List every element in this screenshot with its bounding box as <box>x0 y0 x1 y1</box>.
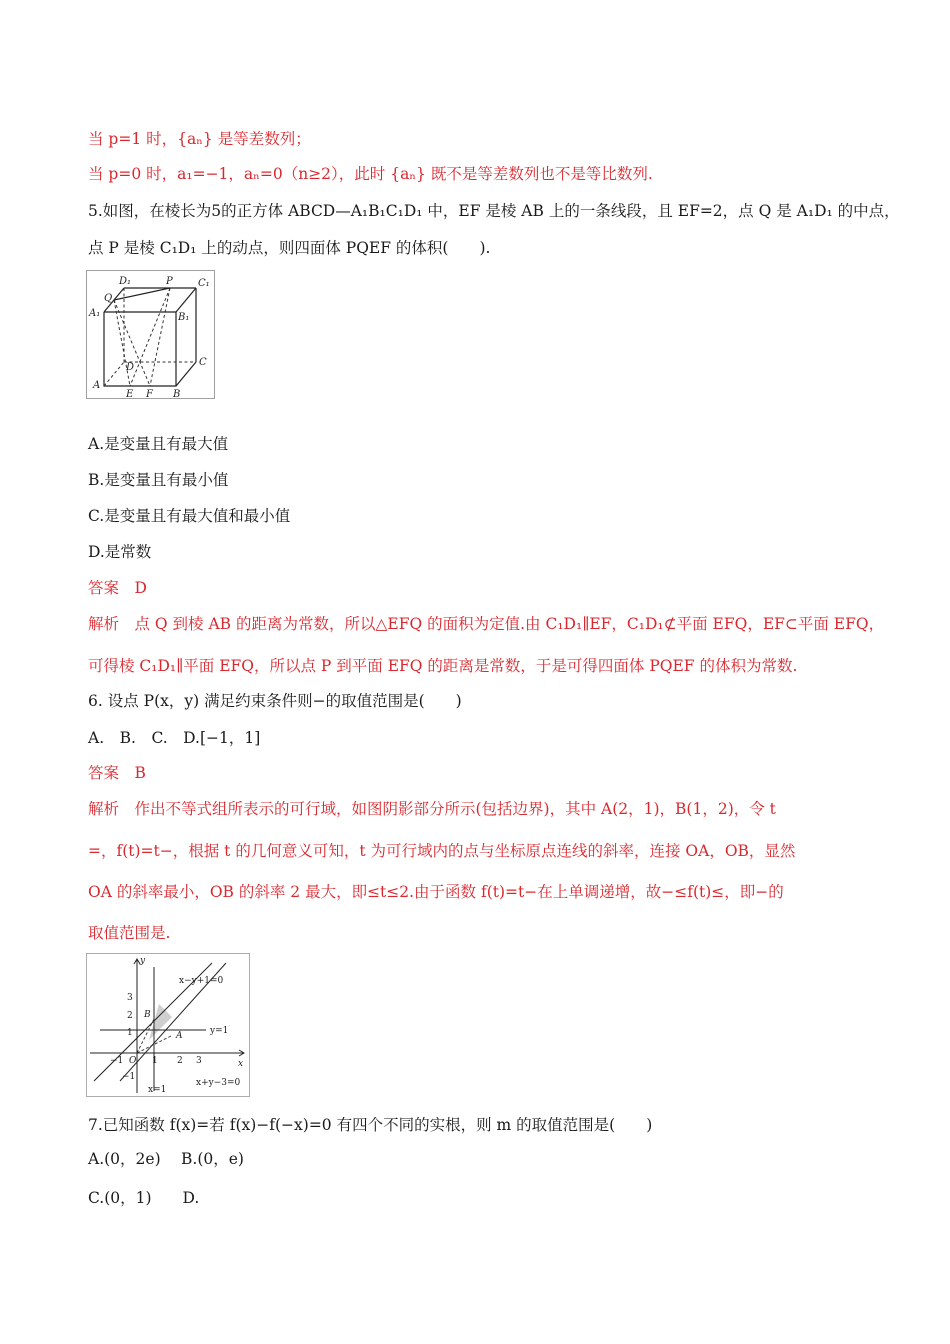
p-equals-0-line: 当 p=0 时，a₁=−1，aₙ=0（n≥2），此时 {aₙ} 既不是等差数列也不是等比数列. <box>88 165 653 183</box>
q5-option-a: A.是变量且有最大值 <box>88 435 229 453</box>
feasible-region-graph <box>86 953 250 1097</box>
q6-explanation-line3: OA 的斜率最小，OB 的斜率 2 最大，即≤t≤2.由于函数 f(t)=t−在上单调递增，故−≤f(t)≤，即−的 <box>88 883 784 901</box>
label-D1: D₁ <box>119 276 132 287</box>
q7-options-cd: C.(0，1) D. <box>88 1189 200 1207</box>
label-F: F <box>146 389 153 400</box>
line-label-x-plus-y-minus-3: x+y−3=0 <box>196 1078 241 1088</box>
q6-stem: 6. 设点 P(x，y) 满足约束条件则−的取值范围是( ) <box>88 692 462 710</box>
label-A: A <box>93 380 101 391</box>
q5-option-c: C.是变量且有最大值和最小值 <box>88 507 291 525</box>
label-C1: C₁ <box>198 278 210 289</box>
tick-y-3: 3 <box>127 993 133 1003</box>
label-E: E <box>126 389 134 400</box>
q5-option-d: D.是常数 <box>88 543 152 561</box>
label-B: B <box>173 389 181 400</box>
point-A-label: A <box>176 1031 183 1041</box>
label-D: D <box>126 362 135 373</box>
q7-options-ab: A.(0，2e) B.(0，e) <box>88 1150 244 1168</box>
label-Q: Q <box>104 293 113 304</box>
tick-x-3: 3 <box>196 1056 202 1066</box>
line-label-x-equals-1: x=1 <box>148 1085 167 1095</box>
cube-figure <box>86 270 216 400</box>
q5-explanation-line1: 解析 点 Q 到棱 AB 的距离为常数，所以△EFQ 的面积为定值.由 C₁D₁∥EF，C₁D₁⊄平面 EFQ，EF⊂平面 EFQ， <box>88 615 885 633</box>
tick-x-1: 1 <box>152 1056 158 1066</box>
q6-explanation-line1: 解析 作出不等式组所表示的可行域，如图阴影部分所示(包括边界)，其中 A(2，1)，B(1，2)，令 t <box>88 800 776 818</box>
q6-explanation-line2: =，f(t)=t−，根据 t 的几何意义可知，t 为可行域内的点与坐标原点连线的斜率，连接 OA，OB，显然 <box>88 842 796 860</box>
origin-label: O <box>129 1056 137 1066</box>
q5-explanation-line2: 可得棱 C₁D₁∥平面 EFQ，所以点 P 到平面 EFQ 的距离是常数，于是可得四面体 PQEF 的体积为常数. <box>88 657 798 675</box>
q6-explanation-line4: 取值范围是. <box>88 924 171 942</box>
q5-answer: 答案 D <box>88 579 147 597</box>
axis-x-label: x <box>238 1059 244 1069</box>
line-label-x-minus-y-plus-1: x−y+1=0 <box>179 976 224 986</box>
q7-stem: 7.已知函数 f(x)=若 f(x)−f(−x)=0 有四个不同的实根，则 m 的取值范围是( ) <box>88 1116 653 1134</box>
p-equals-1-line: 当 p=1 时，{aₙ} 是等差数列； <box>88 130 311 148</box>
tick-y-1: 1 <box>127 1028 133 1038</box>
label-P: P <box>166 276 173 287</box>
q6-options: A. B. C. D.[−1，1] <box>88 729 261 747</box>
q5-stem-line1: 5.如图，在棱长为5的正方体 ABCD—A₁B₁C₁D₁ 中，EF 是棱 AB 上的一条线段，且 EF=2，点 Q 是 A₁D₁ 的中点， <box>88 202 900 220</box>
q6-answer: 答案 B <box>88 764 146 782</box>
label-B1: B₁ <box>178 312 190 323</box>
label-C: C <box>199 357 207 368</box>
tick-x-minus-1: −1 <box>110 1056 124 1066</box>
point-B-label: B <box>144 1010 151 1020</box>
axis-y-label: y <box>140 956 146 966</box>
q5-option-b: B.是变量且有最小值 <box>88 471 229 489</box>
label-A1: A₁ <box>89 308 101 319</box>
tick-x-2: 2 <box>177 1056 183 1066</box>
line-label-y-equals-1: y=1 <box>210 1026 229 1036</box>
tick-y-2: 2 <box>127 1011 133 1021</box>
tick-y-minus-1: −1 <box>122 1072 136 1082</box>
q5-stem-line2: 点 P 是棱 C₁D₁ 上的动点，则四面体 PQEF 的体积( ). <box>88 239 491 257</box>
